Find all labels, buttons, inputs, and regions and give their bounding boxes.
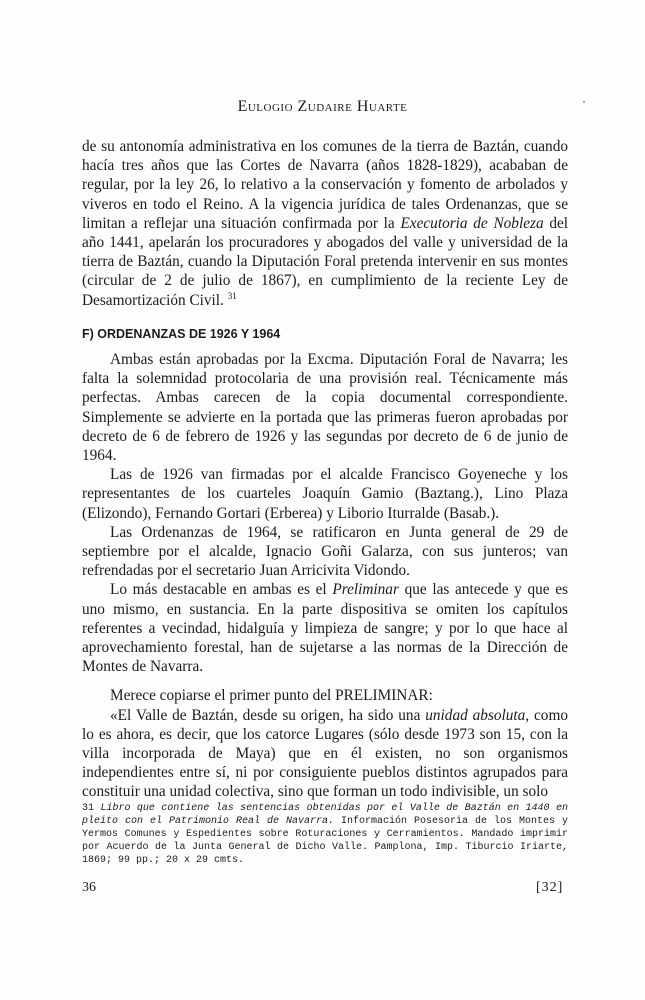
footnote-reference: 31 — [227, 290, 237, 301]
footnote-italic: Libro que contiene las sentencias obtenidas por el Valle de Baztán en 1440 en pleito con el Patrimonio Real de Navarra. — [82, 803, 568, 827]
p4-text-a: Lo más destacable en ambas es el — [110, 581, 333, 599]
p6-italic: unidad absoluta — [425, 706, 526, 724]
page-number: 36 — [82, 880, 96, 895]
p4-italic: Preliminar — [332, 581, 399, 599]
paragraph-1: Ambas están aprobadas por la Excma. Diputación Foral de Navarra; les falta la solemnidad protocolaria de una provisión real. Técnicamente más perfectas. Ambas carecen de la copia documental correspondiente. Simplemente se advierte en la portada que las primeras fueron aprobadas por decreto de 6 de febrero de 1926 y las segundas por decreto de 6 de junio de 1964. — [82, 351, 568, 465]
footnote — [82, 802, 568, 867]
p6-text-b: , como lo es ahora, es decir, que los catorce Lugares (sólo desde 1973 son 15, con la villa incorporada de Maya) que en él existen, no son organismos independientes entre sí, ni por consiguiente pueblos distintos agrupados para constituir una unidad colectiva, sino que forman un todo indivisible, un solo — [82, 706, 568, 801]
print-speck — [583, 101, 585, 103]
p4-text-b: que las antecede y que es uno mismo, en sustancia. En la parte dispositiva se omiten los capítulos referentes a vecindad, hidalguía y limpieza de sangre; y por lo que hace al aprovechamiento forestal, han de sujetarse a las normas de la Dirección de Montes de Navarra. — [82, 581, 569, 676]
section-heading: F) ORDENANZAS DE 1926 Y 1964 — [82, 327, 281, 341]
intro-text-b: del año 1441, apelarán los procuradores y abogados del valle y universidad de la tierra de Baztán, cuando la Diputación Foral pretenda intervenir en sus montes (circular de 2 de julio de 1867), en cumplimiento de la reciente Ley de Desamortización Civil. — [82, 214, 569, 309]
paragraph-5: Merece copiarse el primer punto del PRELIMINAR: — [110, 687, 433, 705]
intro-paragraph — [82, 137, 568, 310]
running-header: Eulogio Zudaire Huarte — [237, 98, 408, 115]
intro-text-a: de su antonomía administrativa en los comunes de la tierra de Baztán, cuando hacía tres años que las Cortes de Navarra (años 1828-1829), acababan de regular, por la ley 26, lo relativo a la conservación y fomento de arbolados y viveros en todo el Reino. A la vigencia jurídica de tales Ordenanzas, que se limitan a reflejar una situación confirmada por la — [82, 138, 568, 232]
paragraph-2: Las de 1926 van firmadas por el alcalde Francisco Goyeneche y los representantes de los cuarteles Joaquín Gamio (Baztang.), Lino Plaza (Elizondo), Fernando Gortari (Erberea) y Liborio Iturralde (Basab.). — [82, 466, 568, 522]
paragraph-4 — [82, 580, 568, 676]
intro-italic-title: Executoria de Nobleza — [400, 214, 544, 232]
bracket-page-number: [32] — [536, 880, 564, 895]
footnote-text: Información Posesoria de los Montes y Yermos Comunes y Espedientes sobre Roturaciones y Cerramientos. Mandado imprimir por Acuerdo de la Junta General de Dicho Valle. Pamplona, Imp. Tiburcio Iriarte, 1869; 99 pp.; 20 x 29 cmts. — [82, 816, 568, 866]
footnote-number: 31 — [82, 803, 95, 814]
p6-text-a: «El Valle de Baztán, desde su origen, ha sido una — [110, 706, 426, 724]
paragraph-6 — [82, 706, 568, 802]
paragraph-3: Las Ordenanzas de 1964, se ratificaron en Junta general de 29 de septiembre por el alcalde, Ignacio Goñi Galarza, con sus junteros; van refrendadas por el secretario Juan Arricivita Vidondo. — [82, 523, 568, 580]
body-text — [82, 350, 568, 802]
